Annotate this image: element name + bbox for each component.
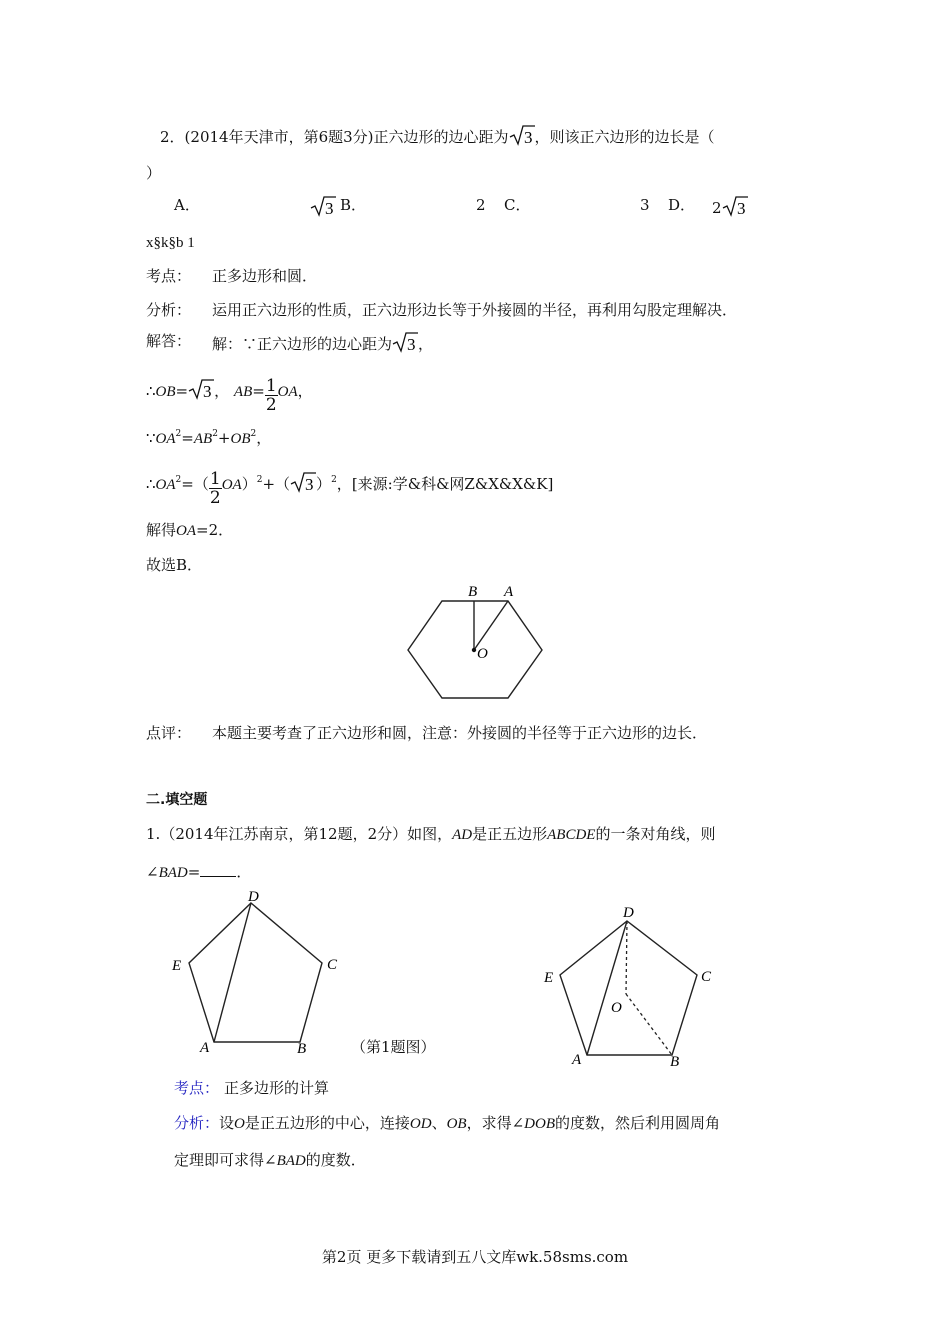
svg-text:3: 3 (305, 475, 314, 493)
option-a-label: A． (174, 196, 200, 214)
segment-od (626, 921, 627, 994)
sqrt-symbol (290, 471, 316, 493)
sqrt-symbol (392, 331, 418, 353)
label-b: B (468, 584, 478, 600)
fenxi2-line2: 定理即可求得∠BAD的度数． (174, 1151, 366, 1169)
sqrt-radicand: 3 (523, 128, 533, 146)
svg-text:3: 3 (407, 335, 416, 353)
solve-line: 解得OA=2． (146, 521, 234, 539)
svg-text:3: 3 (736, 199, 746, 217)
fill-q1-stem: 1.（2014年江苏南京，第12题，2分）如图，AD是正五边形ABCDE的一条对角线，则 (146, 825, 716, 843)
diagonal-ad (587, 921, 627, 1055)
pentagon-figure-right (540, 900, 720, 1070)
label-e: E (544, 970, 554, 986)
label-o: O (611, 1000, 622, 1016)
pingjia-text: 本题主要考查了正六边形和圆，注意：外接圆的半径等于正六边形的边长． (212, 724, 708, 742)
label-a: A (200, 1040, 210, 1056)
fenxi-label: 分析： (146, 301, 192, 319)
sqrt-symbol (188, 378, 214, 400)
page-footer: 第2页 更多下载请到五八文库wk.58sms.com (321, 1248, 629, 1266)
option-c-value: 3 (640, 196, 650, 214)
figure-caption: （第1题图） (351, 1038, 436, 1056)
q2-stem-text: (2014年天津市，第6题3分)正六边形的边心距为 (184, 128, 509, 146)
q2-close-paren: ） (146, 164, 162, 182)
fraction-half: $\frac{1}{2}$ (209, 469, 221, 508)
sqrt-symbol (509, 124, 535, 146)
option-c-label: C． (504, 196, 531, 214)
source-note: [来源:学&科&网Z&X&X&K] (351, 475, 554, 493)
option-b-value: 2 (476, 196, 486, 214)
segment-oa (474, 601, 508, 650)
q2-stem-tail: ，则该正六边形的边长是（ (534, 128, 715, 146)
kaodian2-label: 考点： (174, 1079, 220, 1097)
kaodian-label: 考点： (146, 267, 192, 285)
q2-number: 2． (160, 128, 185, 146)
label-b: B (297, 1041, 307, 1057)
label-a: A (504, 584, 514, 600)
step-ob-ab: ∴OB= 3 ， AB= $\frac{1}{2}$ OA， (146, 376, 313, 415)
sqrt-symbol (722, 195, 748, 217)
svg-text:3: 3 (203, 382, 212, 400)
option-a-value (310, 195, 336, 218)
label-a: A (572, 1052, 582, 1068)
pentagon-shape (189, 903, 322, 1042)
fill-q1-answer-line: ∠BAD= ． (146, 863, 252, 881)
fenxi2-line1: 分析：设O是正五边形的中心，连接OD、OB，求得∠DOB的度数，然后利用圆周角 (174, 1114, 720, 1132)
pentagon-figure-left (165, 885, 350, 1060)
fraction-half: $\frac{1}{2}$ (265, 376, 277, 415)
label-d: D (623, 905, 634, 921)
kaodian-text: 正多边形和圆． (212, 267, 318, 285)
option-d-label: D． (668, 196, 696, 214)
fenxi-text: 运用正六边形的性质，正六边形边长等于外接圆的半径，再利用勾股定理解决． (212, 301, 738, 319)
step-substitute: $\therefore OA^2=$（ $\frac{1}{2}$ OA）$^2$+（ 3 ）$^2$，[来源:学&科&网Z&X&X&K] (146, 469, 554, 508)
label-o: O (477, 646, 488, 662)
label-d: D (248, 889, 259, 905)
section-title: 二.填空题 (146, 792, 208, 808)
label-c: C (701, 969, 712, 985)
choose-line: 故选B． (146, 556, 203, 574)
diagonal-ad (214, 903, 251, 1042)
answer-blank (200, 862, 236, 877)
svg-text:3: 3 (325, 199, 334, 217)
pentagon-shape (560, 921, 697, 1055)
sqrt-symbol (310, 195, 336, 217)
jieda-label: 解答： (146, 332, 192, 350)
center-point (472, 648, 476, 652)
step-pythagoras: $\because OA^2=AB^2+OB^2$， (146, 429, 272, 447)
label-b: B (670, 1054, 680, 1070)
hexagon-figure (400, 580, 550, 705)
q2-stem (160, 124, 715, 147)
option-b-label: B． (340, 196, 367, 214)
label-e: E (172, 958, 182, 974)
segment-ob (626, 994, 672, 1055)
kaodian2-text: 正多边形的计算 (224, 1079, 330, 1097)
pingjia-label: 点评： (146, 724, 192, 742)
label-c: C (327, 957, 338, 973)
watermark-text: x§k§b 1 (146, 235, 195, 251)
option-d-value: 2 3 (712, 195, 748, 218)
jieda-text: 解：∵正六边形的边心距为 3 ， (212, 331, 433, 354)
